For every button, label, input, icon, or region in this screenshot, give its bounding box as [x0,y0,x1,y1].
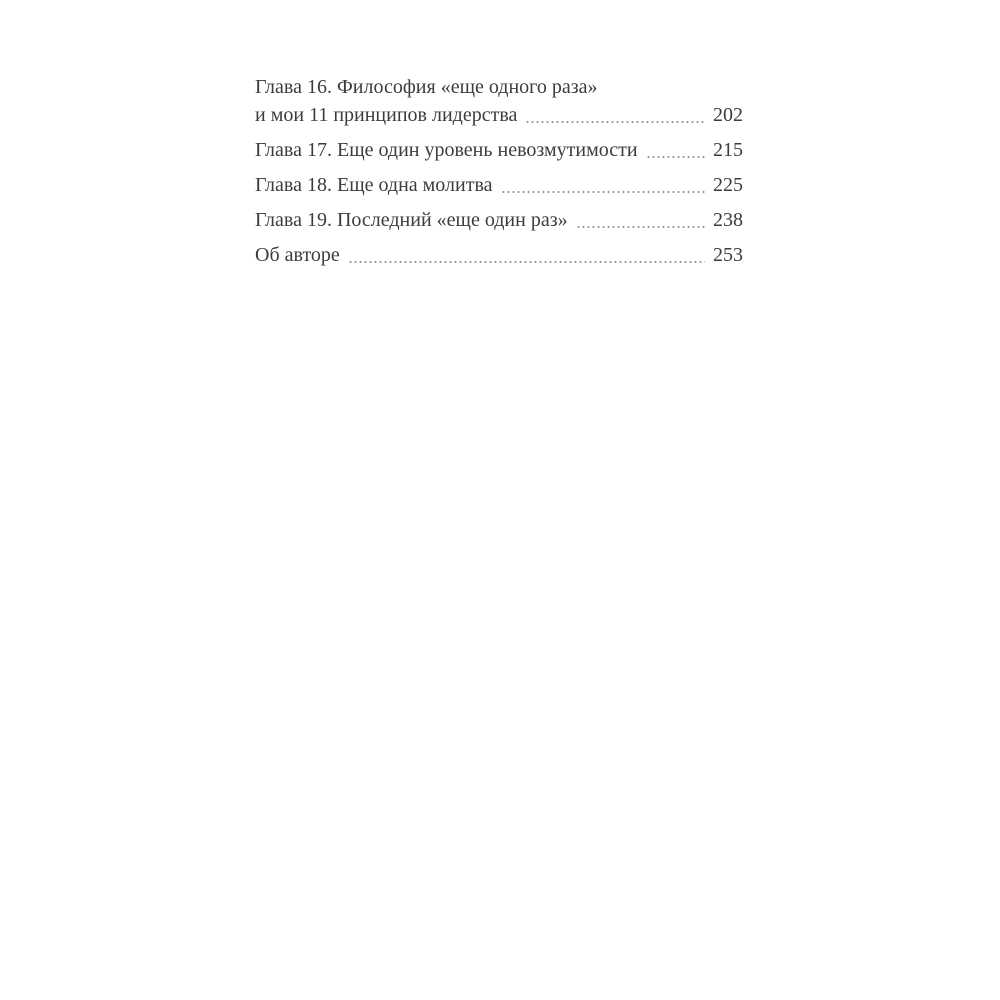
toc-page-number: 215 [713,139,743,161]
toc-entry-about-author [255,241,743,269]
toc-entry-row [255,206,743,234]
toc-entry-chapter-18 [255,171,743,199]
table-of-contents [255,73,743,276]
toc-page-number: 253 [713,244,743,266]
toc-page-number: 238 [713,209,743,231]
toc-entry-row [255,136,743,164]
toc-page-number: 202 [713,104,743,126]
toc-page-number: 225 [713,174,743,196]
dot-leader [348,261,705,263]
dot-leader [646,156,705,158]
toc-entry-row [255,171,743,199]
toc-entry-title-line1: Глава 16. Философия «еще одного раза» [255,76,598,98]
toc-entry-chapter-16 [255,73,743,129]
toc-entry-title-line2: и мои 11 принципов лидерства [255,104,518,126]
toc-entry-row [255,241,743,269]
toc-entry-row [255,101,743,129]
toc-entry-title: Глава 19. Последний «еще один раз» [255,209,568,231]
dot-leader [576,226,705,228]
dot-leader [501,191,705,193]
toc-entry-title: Глава 17. Еще один уровень невозмутимости [255,139,638,161]
dot-leader [525,121,705,123]
toc-entry-chapter-17 [255,136,743,164]
toc-entry-title: Об авторе [255,244,340,266]
toc-entry-title: Глава 18. Еще одна молитва [255,174,493,196]
toc-entry-chapter-19 [255,206,743,234]
